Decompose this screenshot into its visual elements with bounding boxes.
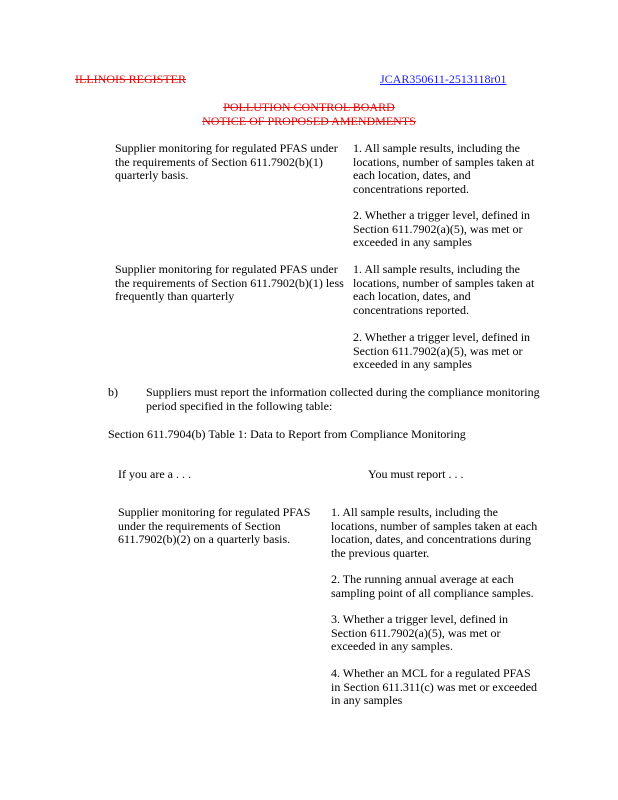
table-b-col2-header: You must report . . . <box>368 467 464 481</box>
text-line: concentrations reported. <box>353 181 469 196</box>
text-line: exceeded in any samples <box>353 357 472 371</box>
text-line: exceeded in any samples <box>353 235 472 249</box>
text-line: 611.7902(b)(2) on a quarterly basis. <box>118 532 291 546</box>
section-b-text <box>146 386 540 413</box>
table-a-row-1-left <box>115 142 338 183</box>
text-line: Supplier monitoring for regulated PFAS <box>118 505 311 519</box>
text-line: the previous quarter. <box>331 545 430 560</box>
text-line: under the requirements of Section <box>118 518 281 533</box>
table-b-col1-header: If you are a . . . <box>118 467 191 481</box>
table-caption: Section 611.7904(b) Table 1: Data to Report from Compliance Monitoring <box>108 427 466 441</box>
text-line: Section 611.7902(a)(5), was met or <box>353 343 523 358</box>
text-line: concentrations reported. <box>353 302 469 317</box>
table-a-row-2-item-1 <box>353 263 534 317</box>
table-a-row-2-left <box>115 263 344 304</box>
text-line: 1. All sample results, including the <box>353 141 520 155</box>
text-line: 2. Whether a trigger level, defined in <box>353 208 531 222</box>
text-line: 1. All sample results, including the <box>331 505 498 519</box>
title-line-1: POLLUTION CONTROL BOARD <box>223 100 395 114</box>
text-line: exceeded in any samples. <box>331 639 453 653</box>
text-line: Section 611.7902(a)(5), was met or <box>331 625 501 640</box>
text-line: Supplier monitoring for regulated PFAS under <box>115 262 338 276</box>
section-b-label: b) <box>108 385 118 399</box>
table-b-row-item-1 <box>331 506 537 560</box>
table-b-row-left <box>118 506 310 547</box>
table-b-row-item-3 <box>331 613 508 654</box>
table-a-row-1-item-1 <box>353 142 534 196</box>
text-line: locations, number of samples taken at <box>353 275 535 290</box>
text-line: each location, dates, and <box>353 168 471 182</box>
text-line: locations, number of samples taken at each <box>331 518 538 533</box>
text-line: 3. Whether a trigger level, defined in <box>331 612 509 626</box>
text-line: in any samples <box>331 693 403 707</box>
title-line-2: NOTICE OF PROPOSED AMENDMENTS <box>202 114 416 128</box>
text-line: frequently than quarterly <box>115 289 235 303</box>
text-line: the requirements of Section 611.7902(b)(1) <box>115 154 323 169</box>
text-line: locations, number of samples taken at <box>353 154 535 169</box>
table-b-row-item-2 <box>331 573 534 600</box>
table-a-row-2-item-2 <box>353 331 530 372</box>
table-b-row-item-4 <box>331 667 537 708</box>
text-line: in Section 611.311(c) was met or exceeded <box>331 679 538 694</box>
text-line: period specified in the following table: <box>146 398 333 413</box>
text-line: quarterly basis. <box>115 168 189 182</box>
header-right: JCAR350611-2513118r01 <box>380 72 507 86</box>
table-a-row-1-item-2 <box>353 209 530 250</box>
text-line: Suppliers must report the information collected during the compliance monitoring <box>146 385 540 399</box>
text-line: Section 611.7902(a)(5), was met or <box>353 221 523 236</box>
text-line: the requirements of Section 611.7902(b)(1) less <box>115 275 344 290</box>
text-line: 1. All sample results, including the <box>353 262 520 276</box>
text-line: Supplier monitoring for regulated PFAS under <box>115 141 338 155</box>
text-line: 2. Whether a trigger level, defined in <box>353 330 531 344</box>
text-line: sampling point of all compliance samples. <box>331 585 534 600</box>
text-line: 2. The running annual average at each <box>331 572 514 586</box>
header-left: ILLINOIS REGISTER <box>75 72 186 86</box>
text-line: location, dates, and concentrations during <box>331 532 531 546</box>
text-line: 4. Whether an MCL for a regulated PFAS <box>331 666 531 680</box>
text-line: each location, dates, and <box>353 289 471 303</box>
